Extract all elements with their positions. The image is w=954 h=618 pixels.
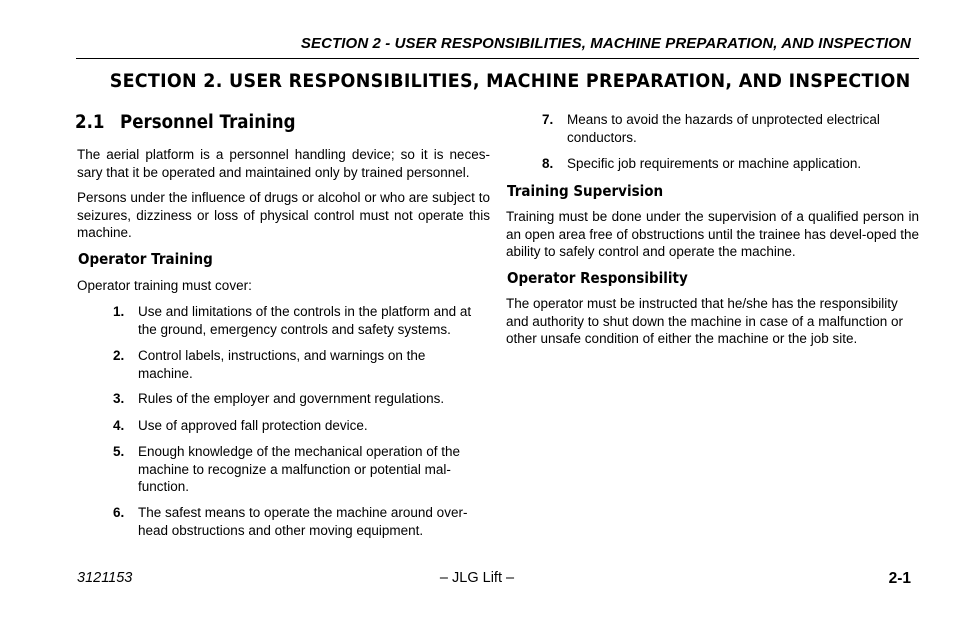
list-item-number: 6. [113, 505, 125, 520]
list-item-text: Control labels, instructions, and warnings on the machine. [138, 348, 426, 381]
operator-training-heading: Operator Training [78, 250, 213, 268]
list-item-number: 4. [113, 418, 125, 433]
training-supervision-heading: Training Supervision [507, 182, 664, 200]
training-supervision-text: Training must be done under the supervision of a qualified person in an open area free of obstructions until the trainee has devel-oped the ability to safely control and operate the machine. [506, 209, 919, 259]
footer-page-number: 2-1 [888, 570, 911, 587]
personnel-para-2: Persons under the influence of drugs or alcohol or who are subject to seizures, dizziness or loss of physical control must not operate this machine. [77, 190, 490, 240]
list-item-text: Enough knowledge of the mechanical operation of the machine to recognize a malfunction or potential mal-function. [138, 444, 460, 494]
personnel-training-heading [75, 112, 296, 133]
footer-center-label: – JLG Lift – [439, 570, 515, 586]
personnel-para-1: The aerial platform is a personnel handling device; so it is neces-sary that it be operated and maintained only by trained personnel. [77, 147, 490, 180]
list-item-text: Means to avoid the hazards of unprotected electrical conductors. [567, 112, 880, 145]
list-item-number: 8. [542, 156, 554, 171]
list-item-text: Rules of the employer and government regulations. [138, 391, 445, 406]
list-item-number: 1. [113, 304, 125, 319]
section-heading-text: Personnel Training [120, 112, 296, 133]
header-rule [76, 58, 919, 59]
operator-responsibility-text: The operator must be instructed that he/she has the responsibility and authority to shut down the machine in case of a malfunction or other unsafe condition of either the machine or the job site. [506, 296, 903, 346]
operator-training-intro: Operator training must cover: [77, 278, 252, 293]
list-item-number: 5. [113, 444, 125, 459]
section-number: 2.1 [75, 112, 105, 133]
running-header: SECTION 2 - USER RESPONSIBILITIES, MACHINE PREPARATION, AND INSPECTION [300, 35, 911, 52]
footer-doc-number: 3121153 [77, 570, 133, 586]
list-item-text: Use and limitations of the controls in the platform and at the ground, emergency controls and safety systems. [138, 304, 472, 337]
list-item-number: 7. [542, 112, 554, 127]
list-item-number: 2. [113, 348, 125, 363]
list-item-text: Specific job requirements or machine application. [567, 156, 862, 171]
list-item-text: Use of approved fall protection device. [138, 418, 368, 433]
operator-responsibility-heading: Operator Responsibility [507, 269, 688, 287]
section-title: SECTION 2. USER RESPONSIBILITIES, MACHINE PREPARATION, AND INSPECTION [109, 70, 911, 92]
list-item-number: 3. [113, 391, 125, 406]
list-item-text: The safest means to operate the machine around over-head obstructions and other moving equipment. [138, 505, 468, 538]
